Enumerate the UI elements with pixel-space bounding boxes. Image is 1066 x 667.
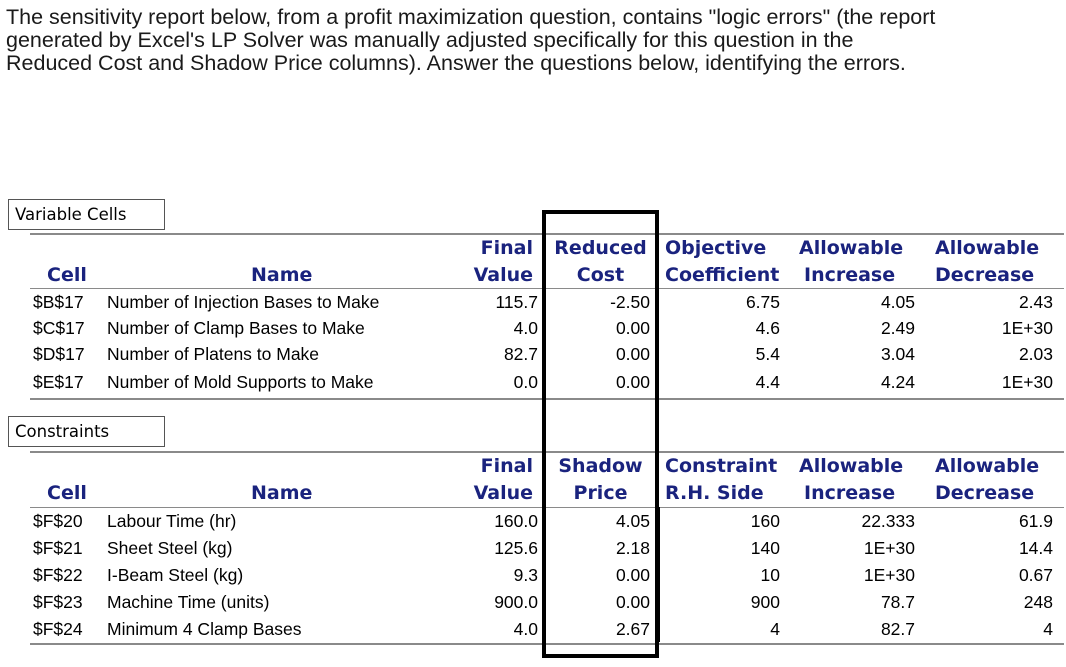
row-allowable-increase: 4.24 <box>880 372 915 392</box>
row-cell: $F$20 <box>33 511 83 531</box>
row-shadow-price: 2.67 <box>615 619 650 639</box>
row-name: Sheet Steel (kg) <box>107 538 233 558</box>
header-constraint-1: Constraint <box>665 455 778 477</box>
header-decrease-2: Decrease <box>935 482 1035 504</box>
row-allowable-decrease: 14.4 <box>1018 538 1053 558</box>
row-final-value: 900.0 <box>494 592 538 612</box>
header-final-1: Final <box>480 455 533 477</box>
row-final-value: 4.0 <box>513 318 538 338</box>
row-reduced-cost: 0.00 <box>615 372 650 392</box>
row-final-value: 160.0 <box>494 511 538 531</box>
row-allowable-decrease: 248 <box>1023 592 1053 612</box>
row-cell: $B$17 <box>33 292 84 312</box>
row-shadow-price: 4.05 <box>615 511 650 531</box>
row-final-value: 0.0 <box>513 372 538 392</box>
row-rh-side: 4 <box>770 619 780 639</box>
header-objective-2: Coefficient <box>665 264 780 286</box>
header-constraint-2: R.H. Side <box>665 482 764 504</box>
header-cell: Cell <box>47 482 87 504</box>
row-rh-side: 900 <box>750 592 780 612</box>
header-reduced-2: Cost <box>576 264 625 286</box>
header-final-1: Final <box>480 237 533 259</box>
row-allowable-decrease: 4 <box>1043 619 1053 639</box>
row-allowable-decrease: 2.43 <box>1018 292 1053 312</box>
row-name: Minimum 4 Clamp Bases <box>107 619 302 639</box>
header-shadow-1: Shadow <box>558 455 643 477</box>
highlight-box <box>542 210 659 658</box>
row-allowable-decrease: 61.9 <box>1018 511 1053 531</box>
header-increase-2: Increase <box>804 264 896 286</box>
row-allowable-increase: 1E+30 <box>863 565 915 585</box>
row-final-value: 82.7 <box>503 344 538 364</box>
row-rh-side: 140 <box>750 538 780 558</box>
row-reduced-cost: 0.00 <box>615 318 650 338</box>
header-increase-1: Allowable <box>799 455 904 477</box>
row-name: Number of Clamp Bases to Make <box>107 318 365 338</box>
row-final-value: 125.6 <box>494 538 538 558</box>
row-rh-side: 10 <box>760 565 780 585</box>
row-name: Machine Time (units) <box>107 592 270 612</box>
row-name: Labour Time (hr) <box>107 511 237 531</box>
row-allowable-increase: 22.333 <box>861 511 915 531</box>
question-line-3: Reduced Cost and Shadow Price columns). Answer the questions below, identifying the errors. <box>6 51 906 75</box>
row-cell: $F$21 <box>33 538 83 558</box>
row-rh-side: 160 <box>750 511 780 531</box>
row-name: Number of Injection Bases to Make <box>107 292 380 312</box>
question-text <box>6 6 1066 75</box>
row-shadow-price: 0.00 <box>615 592 650 612</box>
row-cell: $F$24 <box>33 619 83 639</box>
row-objective-coefficient: 6.75 <box>745 292 780 312</box>
row-reduced-cost: 0.00 <box>615 344 650 364</box>
header-shadow-2: Price <box>573 482 628 504</box>
row-allowable-decrease: 0.67 <box>1018 565 1053 585</box>
question-line-1: The sensitivity report below, from a profit maximization question, contains "logic errors" (the report <box>6 6 936 29</box>
row-cell: $E$17 <box>33 372 84 392</box>
row-final-value: 115.7 <box>495 292 538 312</box>
header-decrease-1: Allowable <box>935 237 1040 259</box>
row-objective-coefficient: 5.4 <box>755 344 780 364</box>
row-cell: $D$17 <box>33 344 85 364</box>
row-name: Number of Mold Supports to Make <box>107 372 374 392</box>
row-name: I-Beam Steel (kg) <box>107 565 244 585</box>
row-allowable-increase: 4.05 <box>880 292 915 312</box>
row-allowable-increase: 3.04 <box>880 344 915 364</box>
row-allowable-decrease: 1E+30 <box>1001 318 1053 338</box>
row-allowable-increase: 1E+30 <box>863 538 915 558</box>
header-decrease-2: Decrease <box>935 264 1035 286</box>
row-objective-coefficient: 4.4 <box>755 372 780 392</box>
row-objective-coefficient: 4.6 <box>755 318 780 338</box>
row-allowable-increase: 2.49 <box>880 318 915 338</box>
row-final-value: 9.3 <box>513 565 538 585</box>
question-line-2: generated by Excel's LP Solver was manually adjusted specifically for this question in the <box>6 28 854 52</box>
header-name: Name <box>251 482 313 504</box>
row-cell: $F$23 <box>33 592 83 612</box>
header-objective-1: Objective <box>665 237 767 259</box>
row-allowable-increase: 78.7 <box>880 592 915 612</box>
header-decrease-1: Allowable <box>935 455 1040 477</box>
row-final-value: 4.0 <box>513 619 538 639</box>
variable-cells-label: Variable Cells <box>8 199 165 230</box>
header-increase-1: Allowable <box>799 237 904 259</box>
shadow-price-column-border <box>659 507 660 642</box>
header-reduced-1: Reduced <box>554 237 647 259</box>
row-cell: $F$22 <box>33 565 83 585</box>
header-increase-2: Increase <box>804 482 896 504</box>
row-cell: $C$17 <box>33 318 85 338</box>
row-shadow-price: 0.00 <box>615 565 650 585</box>
header-final-2: Value <box>473 482 533 504</box>
header-final-2: Value <box>473 264 533 286</box>
row-name: Number of Platens to Make <box>107 344 320 364</box>
row-allowable-decrease: 1E+30 <box>1001 372 1053 392</box>
header-name: Name <box>251 264 313 286</box>
row-reduced-cost: -2.50 <box>610 292 650 312</box>
row-allowable-increase: 82.7 <box>880 619 915 639</box>
row-shadow-price: 2.18 <box>615 538 650 558</box>
header-cell: Cell <box>47 264 87 286</box>
row-allowable-decrease: 2.03 <box>1018 344 1053 364</box>
constraints-label: Constraints <box>8 416 165 447</box>
